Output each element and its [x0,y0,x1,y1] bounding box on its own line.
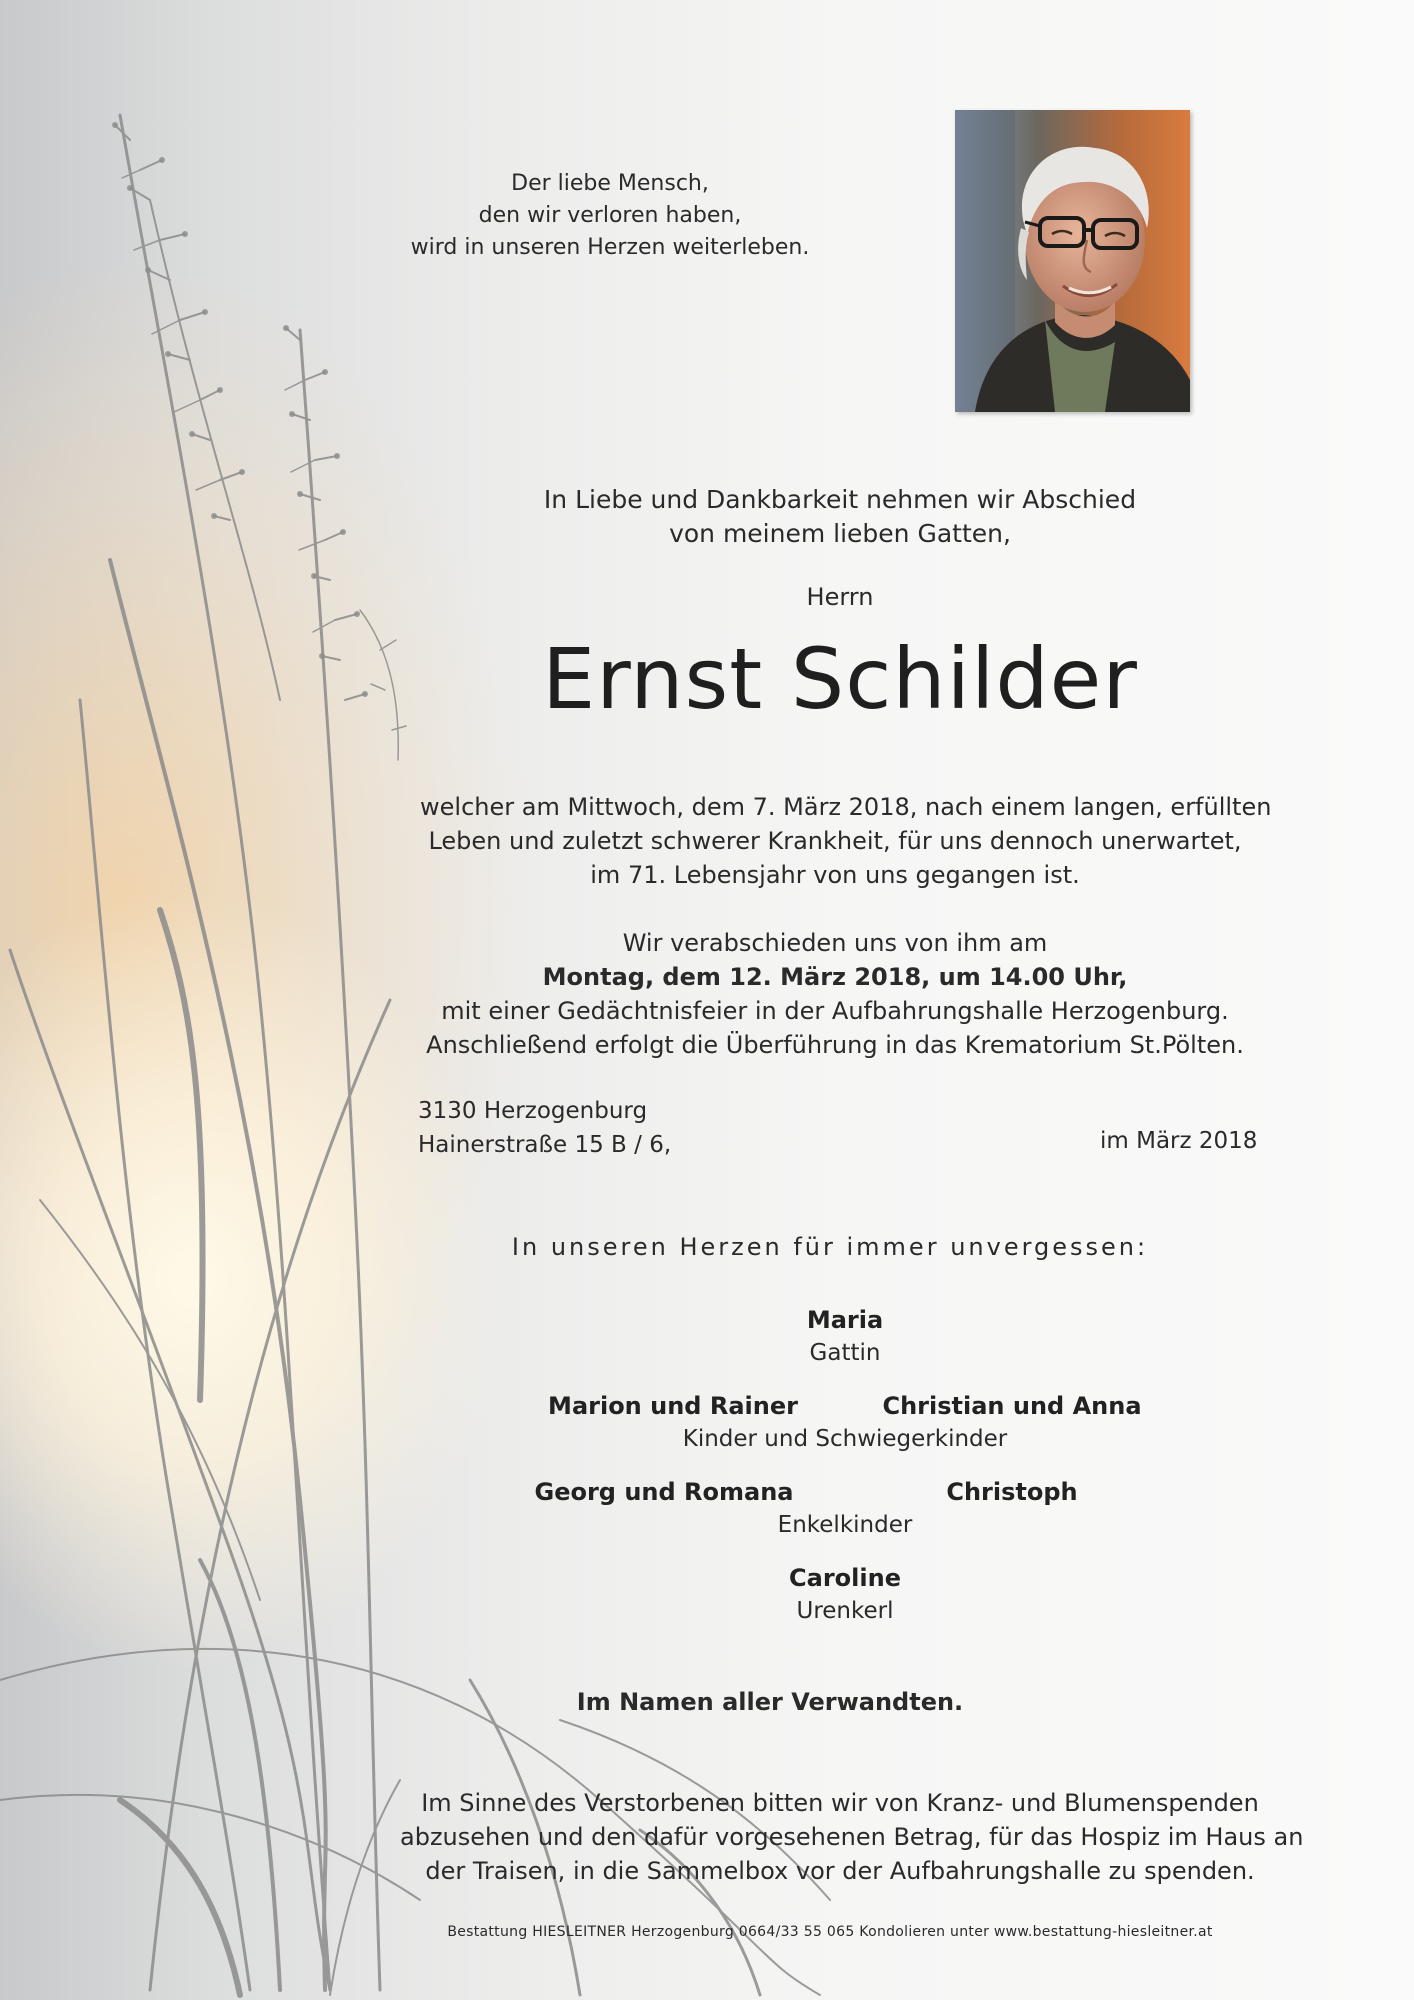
poem-line: wird in unseren Herzen weiterleben. [410,235,810,260]
mourner-children-relation: Kinder und Schwiegerkinder [682,1426,1008,1452]
mourner-great-grandchild-name: Caroline [789,1564,901,1592]
service-line: Wir verabschieden uns von ihm am [622,929,1048,957]
mourner-grandchildren-relation: Enkelkinder [777,1512,913,1538]
donation-line: Im Sinne des Verstorbenen bitten wir von Kranz- und Blumenspenden [421,1789,1259,1817]
poem-line: den wir verloren haben, [478,203,742,228]
address-street: Hainerstraße 15 B / 6, [418,1132,672,1158]
mourner-great-grandchildren-relation: Urenkerl [796,1598,894,1624]
service-line: mit einer Gedächtnisfeier in der Aufbahrungshalle Herzogenburg. [441,997,1229,1025]
mourner-grandchild-name: Christoph [946,1478,1078,1506]
service-info [420,926,1250,1062]
mourner-spouse-name: Maria [806,1306,884,1334]
undertaker-footer: Bestattung HIESLEITNER Herzogenburg 0664/33 55 065 Kondolieren unter www.bestattung-hiesleitner.at [447,1924,1213,1940]
mourner-child-name: Marion und Rainer [548,1392,798,1420]
intro-line: In Liebe und Dankbarkeit nehmen wir Abschied [543,485,1137,514]
mourner-spouse-relation: Gattin [809,1340,881,1366]
donation-request [400,1786,1304,1888]
address-block [418,1094,671,1162]
date-place: im März 2018 [1100,1128,1258,1154]
farewell-intro [450,483,1230,551]
death-line: welcher am Mittwoch, dem 7. März 2018, nach einem langen, erfüllten [420,793,1272,821]
donation-line: abzusehen und den dafür vorgesehenen Betrag, für das Hospiz im Haus an [400,1823,1304,1851]
service-line: Anschließend erfolgt die Überführung in das Krematorium St.Pölten. [426,1031,1244,1059]
death-line: im 71. Lebensjahr von uns gegangen ist. [590,861,1080,889]
mourner-grandchild-name: Georg und Romana [534,1478,794,1506]
intro-line: von meinem lieben Gatten, [669,519,1011,548]
donation-line: der Traisen, in die Sammelbox vor der Aufbahrungshalle zu spenden. [425,1857,1255,1885]
salutation: Herrn [806,583,874,611]
address-city: 3130 Herzogenburg [418,1098,648,1124]
poem-line: Der liebe Mensch, [511,171,709,196]
closing-line: Im Namen aller Verwandten. [576,1688,964,1716]
mourner-child-name: Christian und Anna [882,1392,1142,1420]
portrait-photo [955,110,1190,412]
death-line: Leben und zuletzt schwerer Krankheit, für uns dennoch unerwartet, [428,827,1242,855]
deceased-name: Ernst Schilder [542,630,1138,728]
poem [400,168,820,264]
death-notice [420,790,1272,892]
mourners-heading: In unseren Herzen für immer unvergessen: [511,1233,1149,1261]
service-date: Montag, dem 12. März 2018, um 14.00 Uhr, [542,963,1128,991]
